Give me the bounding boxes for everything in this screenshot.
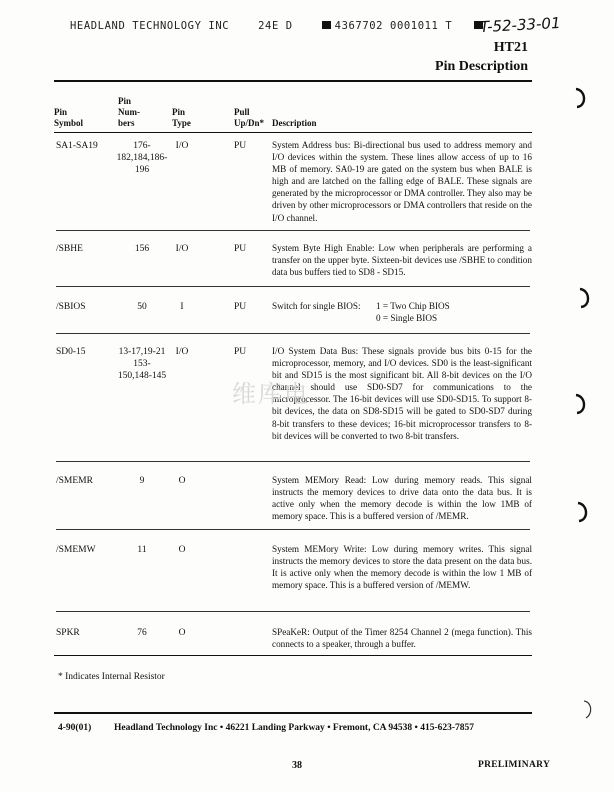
binder-hole-mark — [572, 392, 590, 416]
row-symbol: SA1-SA19 — [56, 141, 98, 151]
row-description: SPeaKeR: Output of the Timer 8254 Channel 2 (mega function). This connects to a speaker, through a buffer. — [272, 627, 532, 650]
binder-hole-mark — [580, 698, 598, 722]
col-header-pull: Pull Up/Dn* — [234, 107, 265, 128]
row-pull: PU — [234, 302, 247, 312]
title-rule — [54, 80, 532, 82]
row-pull: PU — [234, 141, 247, 151]
row-pin-numbers: 50 — [137, 302, 147, 312]
row-symbol: /SBIOS — [56, 302, 86, 312]
table-end-rule — [54, 655, 532, 656]
handwritten-annotation: T-52-33-01 — [479, 13, 561, 37]
row-description-option: 1 = Two Chip BIOS — [376, 301, 450, 311]
header-rule — [54, 132, 532, 133]
row-type: O — [178, 476, 186, 486]
row-divider — [56, 529, 530, 530]
row-description: System MEMory Write: Low during memory writes. This signal instructs the memory devices to store the data present on the data bus. It is active only when the memory decode is within the low 1 MB of memory space. This is a buffered version of /MEMW. — [272, 544, 532, 591]
binder-hole-mark — [574, 500, 592, 524]
row-type: O — [178, 628, 186, 638]
row-pin-numbers: 156 — [134, 244, 150, 254]
row-divider — [56, 611, 530, 612]
row-divider — [56, 230, 530, 231]
row-divider — [56, 286, 530, 287]
col-header-symbol: Pin Symbol — [54, 107, 84, 128]
document-subtitle: Pin Description — [435, 59, 528, 74]
footer: 4-90(01) Headland Technology Inc • 46221 Landing Parkway • Fremont, CA 94538 • 415-623-7857 — [58, 723, 475, 733]
status-label: PRELIMINARY — [478, 760, 551, 770]
row-description: Switch for single BIOS: — [272, 301, 361, 311]
row-type: O — [178, 545, 186, 555]
row-type: I — [180, 302, 184, 312]
binder-hole-mark — [572, 86, 590, 110]
row-pin-numbers: 13-17,19-21 153- 150,148-145 — [117, 347, 167, 381]
row-description: I/O System Data Bus: These signals provide bus bits 0-15 for the microprocessor, memory, and I/O devices. SD0 is the least-significant bit and SD15 is the most significant bit. All 8-bit devices on the I/O channel should use SD0-SD7 for communications to the microprocessor. The 16-bit devices will use SD0-SD15. To support 8-bit devices, the data on SD8-SD15 will be gated to SD0-SD7 during 8-bit transfers to these devices; 16-bit microprocessor transfers to 8-bit devices will be converted to two 8-bit transfers. — [272, 346, 532, 441]
watermark: 维库电 — [232, 382, 310, 408]
row-type: I/O — [175, 141, 189, 151]
document-title: HT21 — [493, 40, 528, 55]
row-description-option: 0 = Single BIOS — [376, 313, 438, 323]
row-symbol: /SBHE — [56, 244, 83, 254]
row-symbol: SD0-15 — [56, 347, 86, 357]
row-symbol: /SMEMW — [56, 545, 96, 555]
row-pull: PU — [234, 347, 247, 357]
page-number: 38 — [292, 760, 302, 771]
row-description: System MEMory Read: Low during memory reads. This signal instructs the memory devices to drive data onto the data bus. It is active only when the memory decode is within the low 1MB of memory space. This is a buffered version of /MEMR. — [272, 475, 532, 522]
col-header-type: Pin Type — [172, 107, 191, 128]
scan-header-code: 24E D — [258, 20, 293, 32]
footer-doc-code: 4-90(01) — [58, 723, 92, 733]
row-description: System Byte High Enable: Low when peripherals are performing a transfer on the upper byte. Sixteen-bit devices use /SBHE to condition data bus buffers tied to SD8 - SD15. — [272, 243, 532, 278]
row-symbol: /SMEMR — [56, 476, 93, 486]
row-pin-numbers: 11 — [137, 545, 147, 555]
row-type: I/O — [175, 347, 189, 357]
footer-address: 46221 Landing Parkway — [225, 723, 325, 733]
row-symbol: SPKR — [56, 628, 80, 638]
footer-company: Headland Technology Inc — [114, 723, 218, 733]
row-pin-numbers: 76 — [137, 628, 147, 638]
row-pull: PU — [234, 244, 247, 254]
row-type: I/O — [175, 244, 189, 254]
scan-header — [70, 20, 509, 32]
row-pin-numbers: 9 — [139, 476, 145, 486]
row-divider — [56, 333, 530, 334]
footnote: * Indicates Internal Resistor — [58, 672, 165, 682]
row-pin-numbers: 176- 182,184,186- 196 — [116, 141, 168, 175]
col-header-description: Description — [272, 118, 317, 128]
row-divider — [56, 461, 530, 462]
footer-city: Fremont, CA 94538 — [332, 723, 413, 733]
binder-hole-mark — [576, 286, 594, 310]
footer-phone: 415-623-7857 — [420, 723, 475, 733]
footer-rule — [54, 712, 532, 714]
scan-header-barcode: 4367702 0001011 T — [334, 20, 453, 32]
row-description: System Address bus: Bi-directional bus used to address memory and I/O devices within the system. These lines allow access of up to 16 MB of memory. SA0-19 are gated on the system bus when BALE is high and are latched on the falling edge of BALE. These signals are generated by the microprocessor or DMA controller. They also may be driven by other microprocessors or DMA controllers that reside on the I/O channel. — [272, 140, 532, 223]
col-header-numbers: Pin Num- bers — [118, 96, 140, 128]
scan-header-company: HEADLAND TECHNOLOGY INC — [70, 20, 230, 32]
